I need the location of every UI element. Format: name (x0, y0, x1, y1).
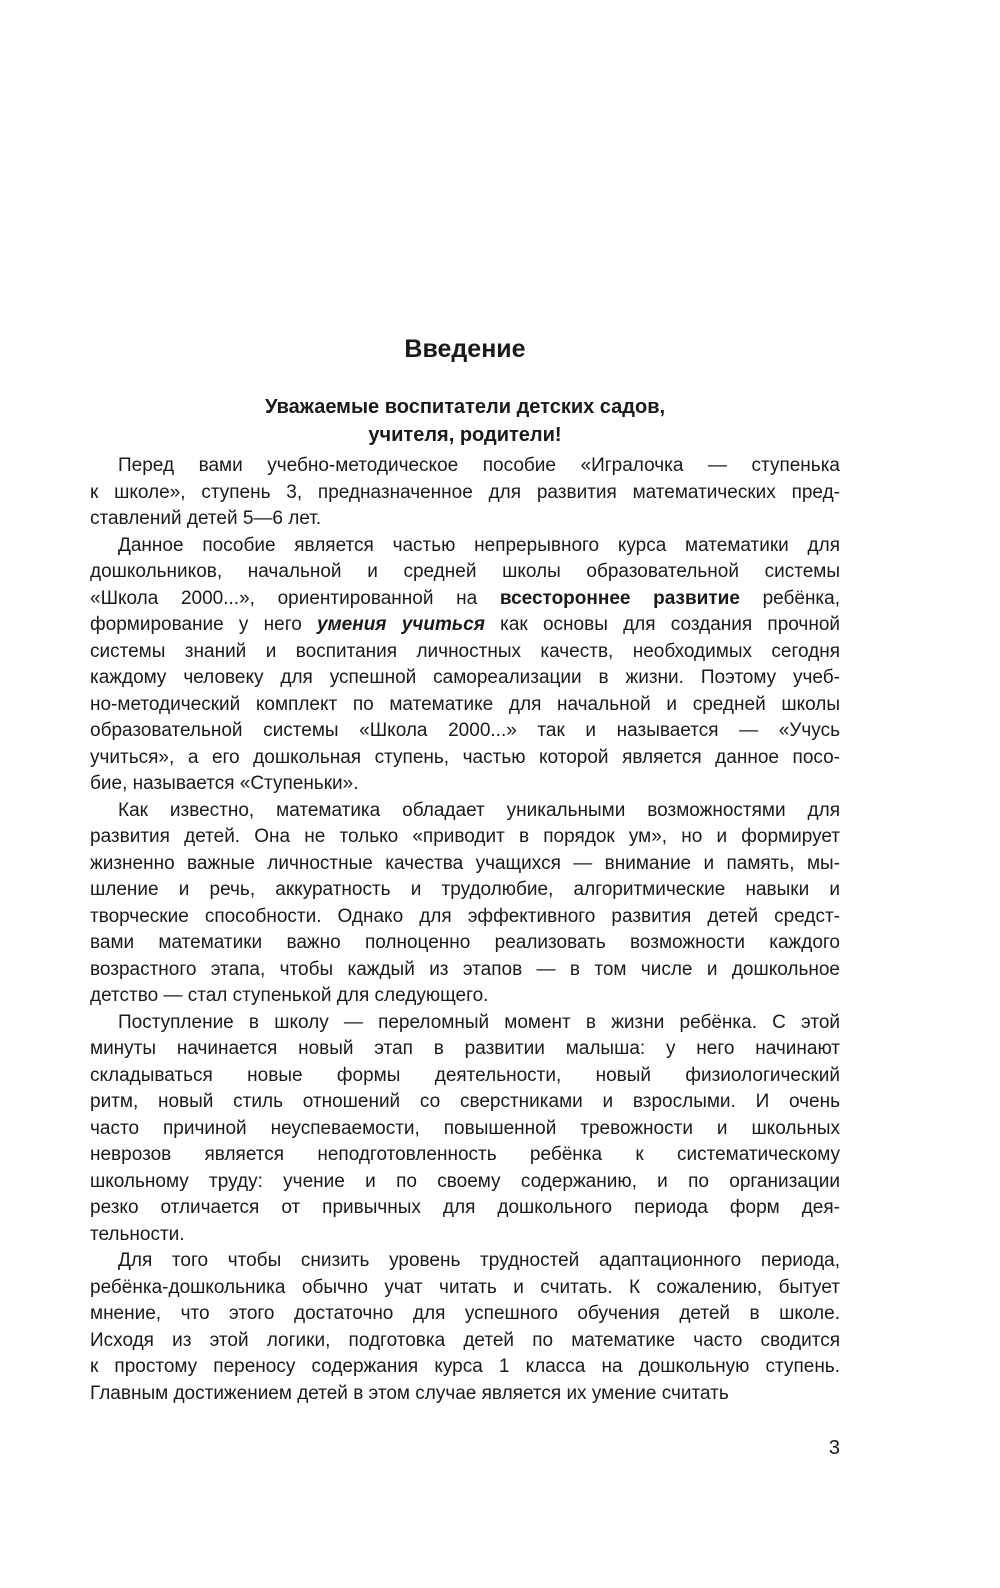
page-number: 3 (828, 1437, 840, 1459)
text-segment: «Школа 2000...», ориентированной на (90, 587, 500, 609)
greeting-heading (90, 393, 840, 449)
text-line: детство — стал ступенькой для следующего. (90, 985, 489, 1006)
text-line: Данное пособие является частью непрерывного курса математики для (118, 534, 840, 556)
document-page (90, 0, 840, 1588)
text-line: шление и речь, аккуратность и трудолюбие, алгоритмические навыки и (90, 879, 840, 900)
text-line: вами математики важно полноценно реализовать возможности каждого (90, 932, 840, 953)
text-line: но-методический комплект по математике для начальной и средней школы (90, 693, 840, 715)
text-line: образовательной системы «Школа 2000...» так и называется — «Учусь (90, 720, 840, 741)
text-segment: как основы для создания прочной (484, 614, 840, 635)
text-segment: формирование у него (90, 614, 318, 635)
text-line (90, 612, 840, 639)
text-line (90, 586, 840, 613)
paragraph (90, 1010, 840, 1249)
paragraph (90, 533, 840, 798)
text-line: тельности. (90, 1223, 185, 1245)
text-line: к школе», ступень 3, предназначенное для развития математических пред- (90, 481, 840, 503)
text-line: Для того чтобы снизить уровень трудностей адаптационного периода, (118, 1250, 840, 1271)
text-line: резко отличается от привычных для дошкольного периода форм дея- (90, 1197, 840, 1218)
text-line: Исходя из этой логики, подготовка детей по математике часто сводится (90, 1329, 840, 1351)
text-line: школьному труду: учение и по своему содержанию, и по организации (90, 1170, 840, 1192)
text-line: бие, называется «Ступеньки». (90, 773, 359, 794)
greeting-line-2: учителя, родители! (368, 424, 562, 446)
text-line: мнение, что этого достаточно для успешного обучения детей в школе. (90, 1303, 840, 1324)
text-line: к простому переносу содержания курса 1 класса на дошкольную ступень. (90, 1356, 840, 1377)
text-line: дошкольников, начальной и средней школы образовательной системы (90, 561, 840, 582)
text-line: системы знаний и воспитания личностных качеств, необходимых сегодня (90, 640, 840, 662)
page-title: Введение (404, 335, 526, 363)
text-line: возрастного этапа, чтобы каждый из этапов — в том числе и дошкольное (90, 958, 840, 980)
paragraph (90, 798, 840, 1010)
emphasis-text: всестороннее развитие (499, 587, 740, 609)
body-text (90, 453, 840, 1407)
text-line: жизненно важные личностные качества учащихся — внимание и память, мы- (90, 852, 840, 874)
text-line: развития детей. Она не только «приводит в порядок ум», но и формирует (90, 826, 840, 847)
text-line: ставлений детей 5—6 лет. (90, 508, 322, 529)
text-line: каждому человеку для успешной самореализации в жизни. Поэтому учеб- (90, 667, 840, 688)
text-line: творческие способности. Однако для эффективного развития детей средст- (90, 905, 840, 927)
text-line: неврозов является неподготовленность ребёнка к систематическому (90, 1144, 840, 1165)
text-line: ритм, новый стиль отношений со сверстниками и взрослыми. И очень (90, 1091, 840, 1112)
text-line: Перед вами учебно-методическое пособие «Игралочка — ступенька (118, 455, 840, 476)
text-line: минуты начинается новый этап в развитии малыша: у него начинают (90, 1038, 840, 1059)
text-line: Как известно, математика обладает уникальными возможностями для (118, 799, 840, 821)
text-line: учиться», а его дошкольная ступень, частью которой является данное посо- (90, 746, 840, 768)
text-line: часто причиной неуспеваемости, повышенной тревожности и школьных (90, 1117, 840, 1139)
paragraph (90, 1248, 840, 1407)
text-line: Поступление в школу — переломный момент в жизни ребёнка. С этой (118, 1011, 840, 1033)
text-segment: ребёнка, (739, 587, 841, 609)
text-line: Главным достижением детей в этом случае является их умение считать (90, 1382, 729, 1404)
greeting-line-1: Уважаемые воспитатели детских садов, (264, 396, 666, 418)
text-line: ребёнка-дошкольника обычно учат читать и считать. К сожалению, бытует (90, 1276, 840, 1298)
text-line: складываться новые формы деятельности, новый физиологический (90, 1064, 840, 1086)
emphasis-text: умения учиться (317, 614, 485, 635)
paragraph (90, 453, 840, 533)
